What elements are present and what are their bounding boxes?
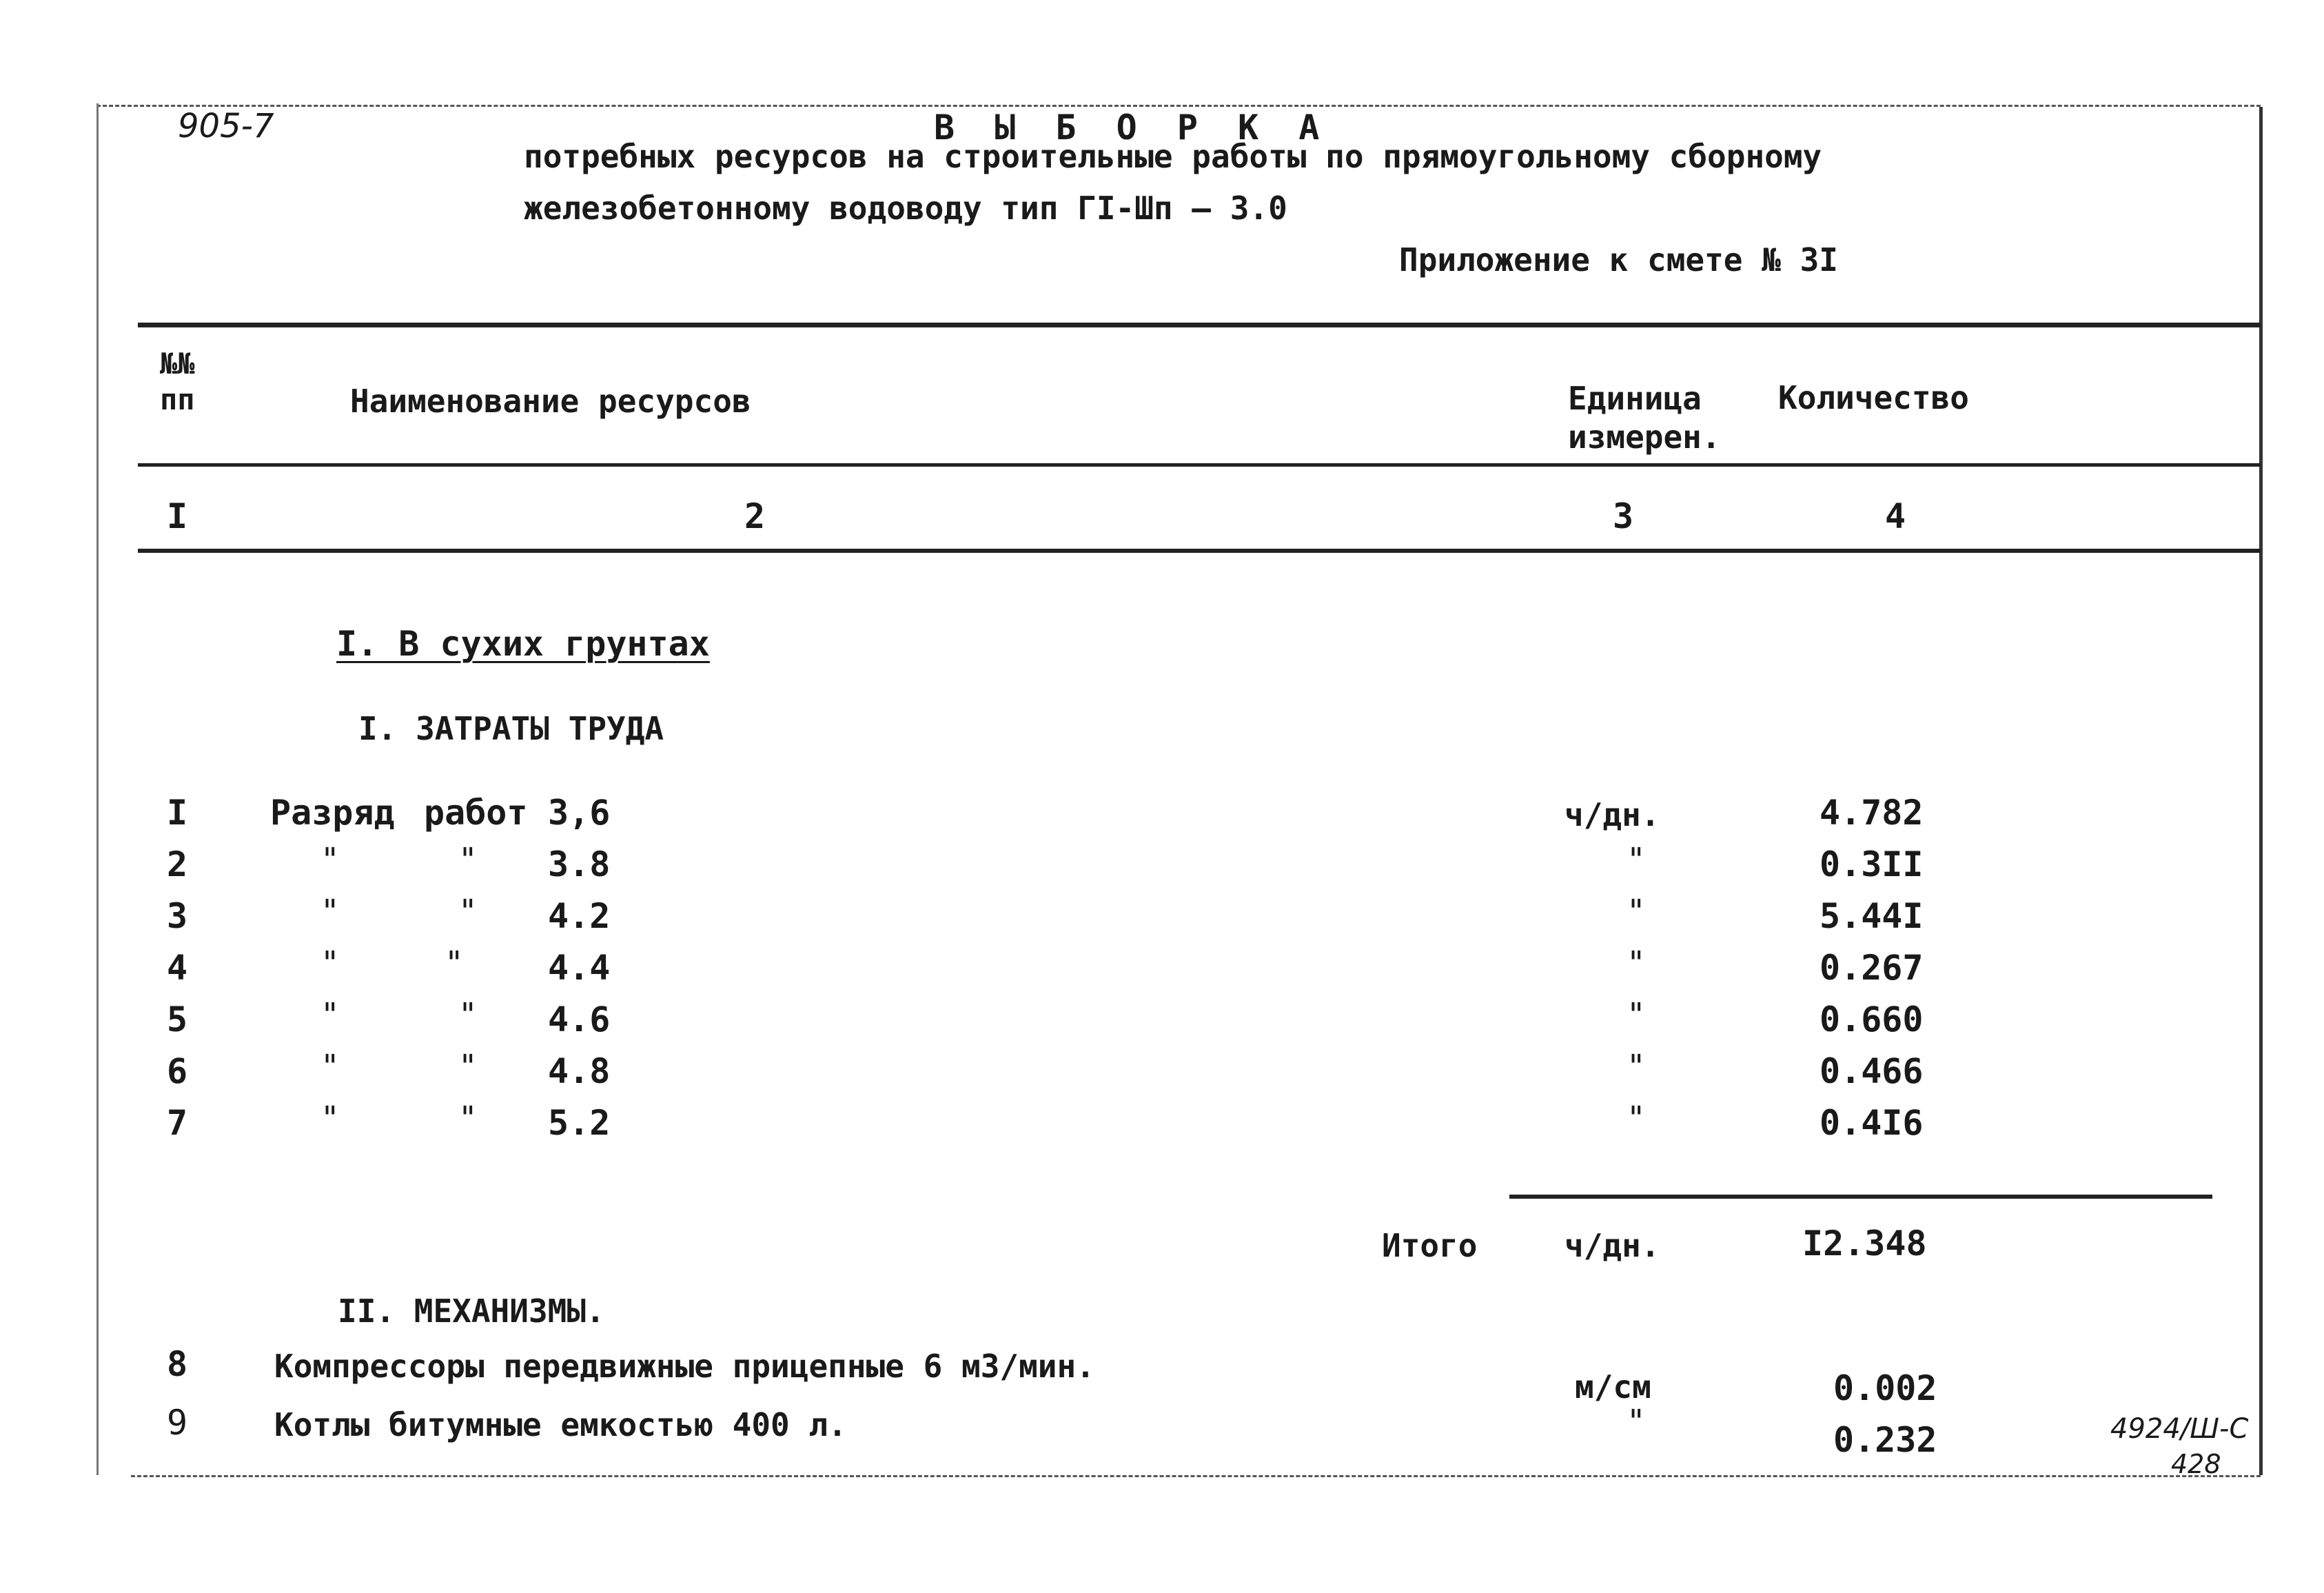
quantity: 4.782 [1820, 793, 1924, 833]
right-border [2259, 107, 2263, 1475]
unit: м/см [1575, 1368, 1651, 1406]
document-title: В Ы Б О Р К А [934, 108, 1329, 148]
unit: " [1627, 996, 1646, 1033]
row-number: 8 [167, 1344, 188, 1384]
ditto-mark: " [458, 1048, 478, 1085]
ditto-mark: " [320, 893, 340, 930]
grade: 4.8 [548, 1051, 611, 1091]
header-name: Наименование ресурсов [350, 383, 751, 420]
total-quantity: I2.348 [1802, 1224, 1927, 1264]
header-rule-bottom [138, 549, 2261, 553]
header-rule-top [138, 323, 2261, 327]
ditto-mark: " [320, 996, 340, 1033]
quantity: 0.3II [1820, 844, 1924, 884]
quantity: 0.4I6 [1820, 1103, 1924, 1143]
quantity: 0.660 [1820, 1000, 1924, 1039]
grade: 4.2 [548, 896, 611, 936]
ditto-mark: " [320, 841, 340, 878]
ditto-mark: " [320, 1099, 340, 1137]
document-subtitle-line1: потребных ресурсов на строительные работы по прямоугольному сборному [524, 138, 1822, 175]
total-unit: ч/дн. [1564, 1227, 1660, 1264]
row-number: 7 [167, 1103, 188, 1143]
header-unit: Единица измерен. [1568, 380, 1721, 456]
ditto-mark: " [458, 996, 478, 1033]
appendix-label: Приложение к смете № 3I [1399, 241, 1838, 278]
ditto-mark: " [458, 841, 478, 878]
document-subtitle-line2: железобетонному водоводу тип ГI-Шп — 3.0 [524, 190, 1287, 227]
colnum-4: 4 [1885, 496, 1906, 536]
header-num: №№ пп [160, 347, 195, 416]
row-number: 3 [167, 896, 188, 936]
quantity: 0.267 [1820, 948, 1924, 988]
top-border [96, 105, 2261, 107]
total-label: Итого [1382, 1227, 1478, 1264]
resource-name: работ [424, 793, 528, 833]
unit: " [1627, 1403, 1646, 1440]
unit: " [1627, 841, 1646, 878]
ditto-mark: " [445, 944, 464, 982]
unit: ч/дн. [1564, 796, 1660, 833]
grade: 4.4 [548, 948, 611, 988]
quantity: 0.466 [1820, 1051, 1924, 1091]
unit: " [1627, 893, 1646, 930]
ditto-mark: " [320, 1048, 340, 1085]
labor-heading: I. ЗАТРАТЫ ТРУДА [358, 710, 664, 747]
row-number: 5 [167, 1000, 188, 1039]
grade: 3,6 [548, 793, 611, 833]
colnum-2: 2 [744, 496, 766, 536]
colnum-1: I [167, 496, 188, 536]
row-number: 4 [167, 948, 188, 988]
quantity: 0.232 [1833, 1420, 1937, 1460]
row-number: I [167, 793, 188, 833]
resource-name: Компрессоры передвижные прицепные 6 м3/мин. [274, 1348, 1095, 1385]
grade: 5.2 [548, 1103, 611, 1143]
ditto-mark: " [458, 1099, 478, 1137]
unit: " [1627, 944, 1646, 982]
quantity: 5.44I [1820, 896, 1924, 936]
resource-name: Котлы битумные емкостью 400 л. [274, 1406, 847, 1443]
ditto-mark: " [320, 944, 340, 982]
bottom-border [131, 1475, 2261, 1477]
unit: " [1627, 1099, 1646, 1137]
ditto-mark: " [458, 893, 478, 930]
row-number: 2 [167, 844, 188, 884]
grade: 3.8 [548, 844, 611, 884]
row-number: 9 [167, 1403, 188, 1443]
colnum-3: 3 [1613, 496, 1634, 536]
row-number: 6 [167, 1051, 188, 1091]
total-rule [1509, 1195, 2212, 1199]
document-code: 905-7 [178, 107, 274, 145]
header-rule-mid [138, 463, 2261, 467]
unit: " [1627, 1048, 1646, 1085]
resource-name: Разряд [270, 793, 395, 833]
section-title: I. В сухих грунтах [336, 624, 710, 664]
header-qty: Количество [1778, 379, 1969, 416]
grade: 4.6 [548, 1000, 611, 1039]
left-border [96, 103, 99, 1475]
mech-heading: II. МЕХАНИЗМЫ. [338, 1292, 605, 1330]
archive-stamp-line1: 4924/Ш-С [2110, 1413, 2249, 1445]
quantity: 0.002 [1833, 1368, 1937, 1408]
archive-stamp-line2: 428 [2171, 1449, 2221, 1479]
